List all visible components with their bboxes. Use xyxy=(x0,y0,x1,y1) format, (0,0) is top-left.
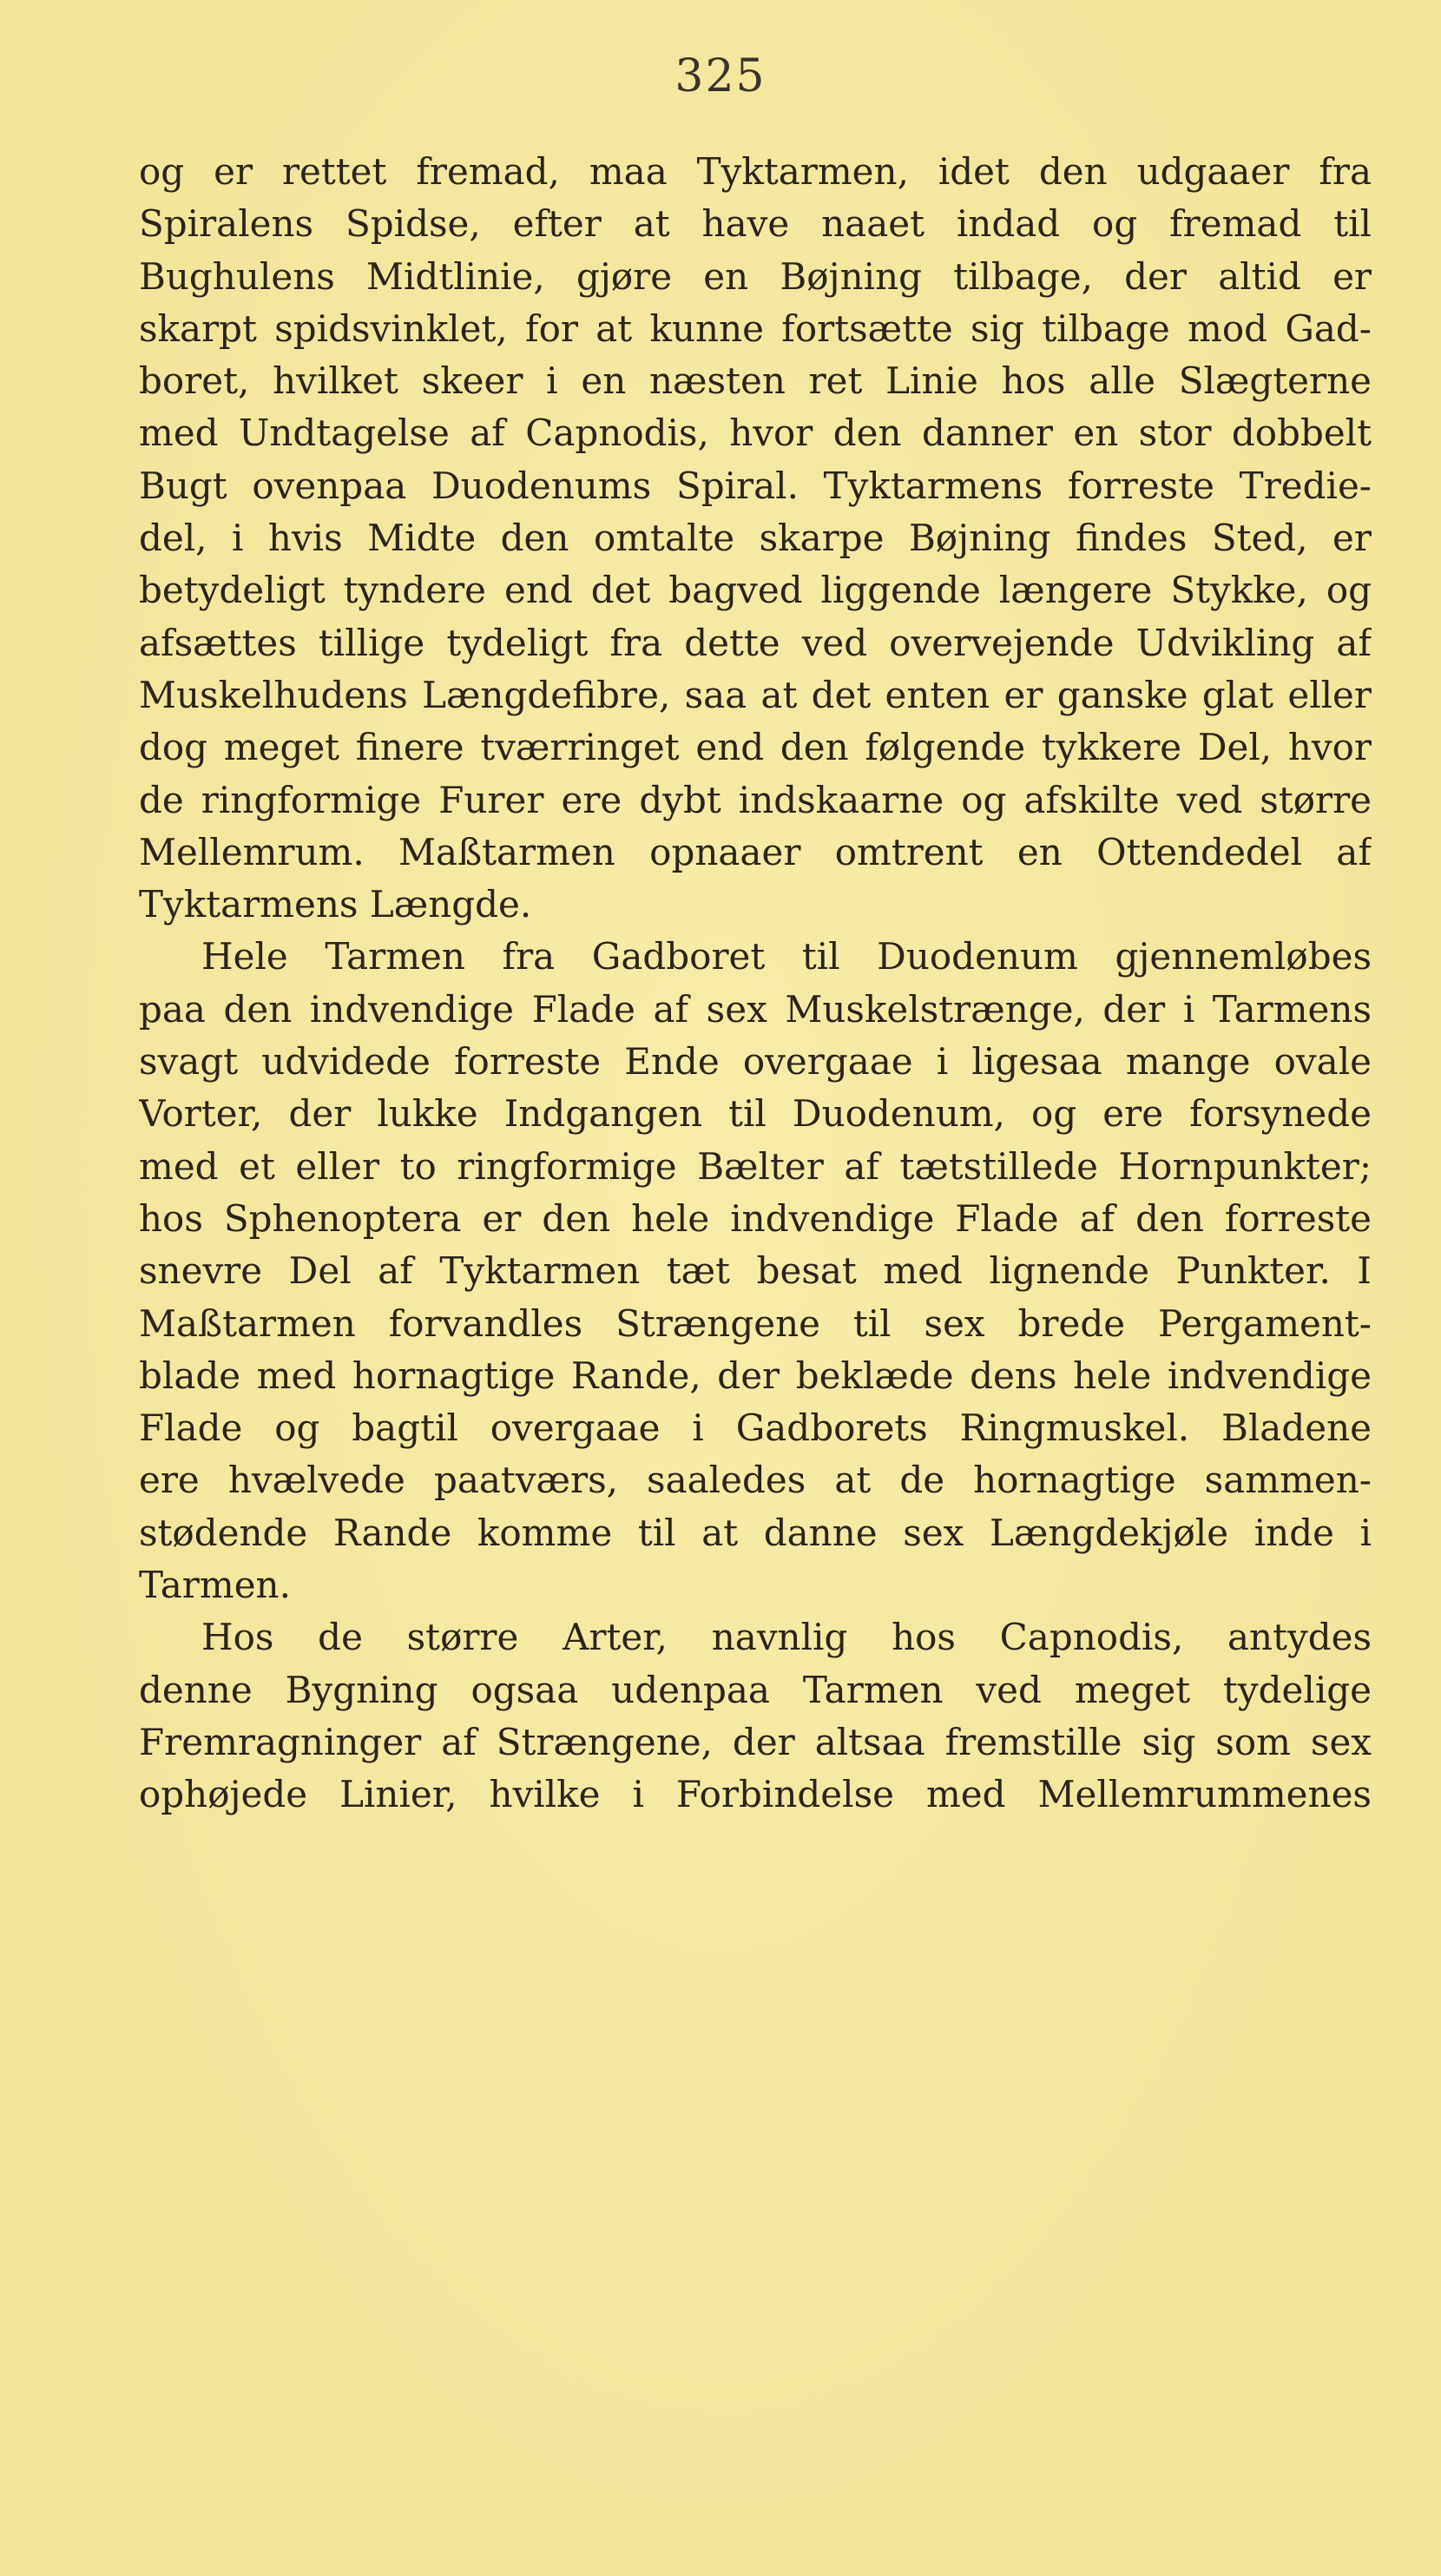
text-line: Fremragninger af Strængene, der altsaa fremstille sig som sex xyxy=(139,1720,1372,1763)
text-line: svagt udvidede forreste Ende overgaae i ligesaa mange ovale xyxy=(139,1040,1372,1084)
text-line: hos Sphenoptera er den hele indvendige Flade af den forreste xyxy=(139,1196,1372,1240)
text-line: Muskelhudens Længdefibre, saa at det enten er ganske glat eller xyxy=(139,673,1372,716)
text-line: Tyktarmens Længde. xyxy=(139,883,532,926)
text-line: og er rettet fremad, maa Tyktarmen, idet den udgaaer fra xyxy=(139,150,1372,193)
text-line: blade med hornagtige Rande, der beklæde dens hele indvendige xyxy=(139,1354,1372,1397)
paragraph xyxy=(139,931,1372,1611)
paragraph xyxy=(139,1611,1372,1821)
text-line: ere hvælvede paatværs, saaledes at de hornagtige sammen- xyxy=(139,1459,1372,1502)
text-line: Tarmen. xyxy=(139,1564,291,1607)
body-text xyxy=(139,146,1372,1822)
text-line: med et eller to ringformige Bælter af tætstillede Hornpunkter; xyxy=(139,1144,1372,1188)
text-line: denne Bygning ogsaa udenpaa Tarmen ved meget tydelige xyxy=(139,1668,1372,1711)
text-line: Flade og bagtil overgaae i Gadborets Ringmuskel. Bladene xyxy=(139,1407,1372,1450)
text-line: betydeligt tyndere end det bagved liggende længere Stykke, og xyxy=(139,569,1372,612)
text-line: Bugt ovenpaa Duodenums Spiral. Tyktarmens forreste Tredie- xyxy=(139,464,1372,507)
text-line: skarpt spidsvinklet, for at kunne fortsætte sig tilbage mod Gad- xyxy=(139,306,1372,350)
text-line: Mellemrum. Maßtarmen opnaaer omtrent en Ottendedel af xyxy=(139,830,1372,873)
text-line: dog meget finere tværringet end den følgende tykkere Del, hvor xyxy=(139,726,1372,769)
text-line: stødende Rande komme til at danne sex Længdekjøle inde i xyxy=(139,1511,1372,1554)
text-line: del, i hvis Midte den omtalte skarpe Bøjning findes Sted, er xyxy=(139,517,1372,560)
text-line: Hos de større Arter, navnlig hos Capnodis, antydes xyxy=(201,1616,1372,1659)
page-number: 325 xyxy=(674,50,767,102)
text-line: de ringformige Furer ere dybt indskaarne og afskilte ved større xyxy=(139,778,1372,821)
text-line: Spiralens Spidse, efter at have naaet indad og fremad til xyxy=(139,202,1372,246)
text-line: boret, hvilket skeer i en næsten ret Linie hos alle Slægterne xyxy=(139,359,1372,403)
text-line: snevre Del af Tyktarmen tæt besat med lignende Punkter. I xyxy=(139,1249,1372,1293)
text-line: med Undtagelse af Capnodis, hvor den danner en stor dobbelt xyxy=(139,412,1372,455)
text-line: Vorter, der lukke Indgangen til Duodenum, og ere forsynede xyxy=(139,1092,1372,1136)
text-line: Hele Tarmen fra Gadboret til Duodenum gjennemløbes xyxy=(201,935,1372,978)
text-line: paa den indvendige Flade af sex Muskelstrænge, der i Tarmens xyxy=(139,987,1372,1031)
text-line: afsættes tillige tydeligt fra dette ved overvejende Udvikling af xyxy=(139,621,1372,664)
text-line: Maßtarmen forvandles Strængene til sex brede Pergament- xyxy=(139,1301,1372,1345)
text-line: Bughulens Midtlinie, gjøre en Bøjning tilbage, der altid er xyxy=(139,254,1372,298)
text-line: ophøjede Linier, hvilke i Forbindelse med Mellemrummenes xyxy=(139,1773,1372,1816)
paragraph xyxy=(139,146,1372,931)
